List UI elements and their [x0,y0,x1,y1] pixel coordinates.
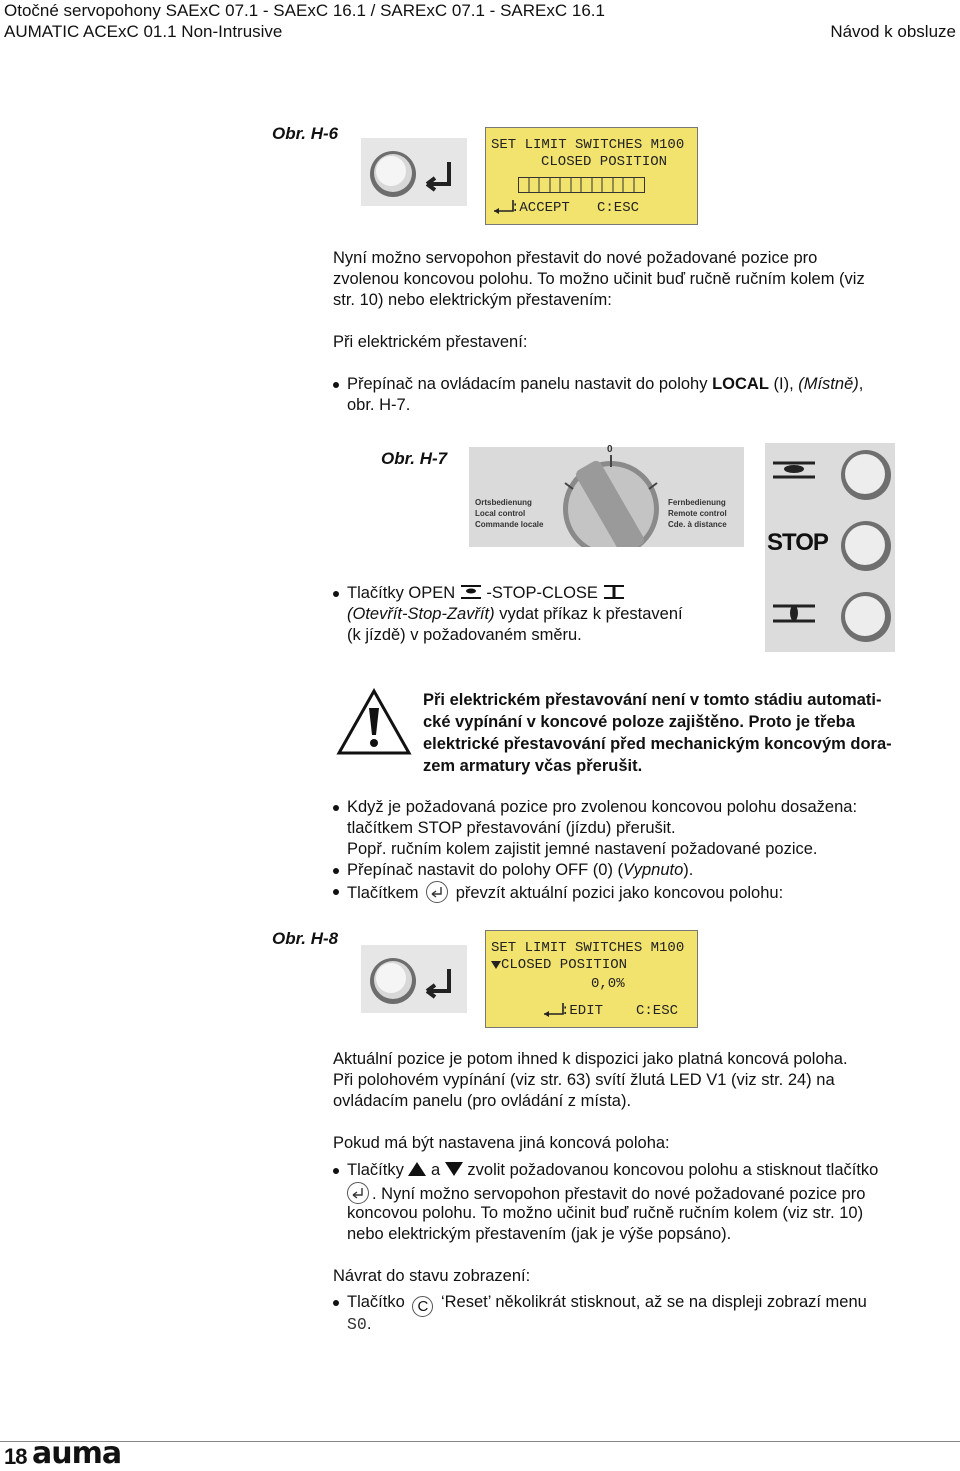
bullet-reset [347,1292,867,1317]
para1-line1: Nyní možno servopohon přestavit do nové požadované pozice pro [333,249,818,267]
dial-zero-mark: 0 [607,444,613,455]
selector-switch-panel [469,444,744,547]
lcd-h8-esc: C:ESC [636,1003,679,1019]
para5: Návrat do stavu zobrazení: [333,1267,531,1285]
warning-line4: zem armatury včas přerušit. [423,757,643,775]
bullet-buttons-italic: (Otevřít-Stop-Zavřít) [347,605,495,623]
bullet-local-line2: obr. H-7. [347,396,411,414]
bullet-off [347,860,693,882]
c-key-icon: C [412,1296,433,1317]
bullet-off-text: Přepínač nastavit do polohy OFF (0) ( [347,861,624,879]
stop-label: STOP [767,529,828,556]
lcd-h8-line2: CLOSED POSITION [501,957,628,973]
lcd-h8-edit: :EDIT [561,1003,604,1019]
enter-knob-image-h8 [361,945,467,1013]
down-arrow-icon [445,1162,463,1176]
bullet-stop-line2: tlačítkem STOP přestavování (jízdu) přerušit. [347,819,676,837]
header-title-line1: Otočné servopohony SAExC 07.1 - SAExC 16.1 / SARExC 07.1 - SARExC 16.1 [4,1,605,20]
bullet-other-line4: nebo elektrickým přestavením (jak je výše popsáno). [347,1225,732,1243]
bullet-other-line3: koncovou polohu. To možno učinit buď ručně ručním kolem (viz str. 10) [347,1204,864,1222]
remote-label-de: Fernbedienung [668,498,726,507]
enter-key-icon [426,881,448,903]
bullet-other-line2 [347,1182,865,1206]
bullet-reset-end: . [366,1315,372,1333]
bullet-other-and: a [431,1161,441,1179]
bullet-local-text: Přepínač na ovládacím panelu nastavit do polohy [347,375,713,393]
footer-divider [0,1441,960,1442]
bullet-local-post: , [858,375,864,393]
bullet-local-mid: (I), [768,375,799,393]
enter-button-panel [361,138,467,206]
para1-line2: zvolenou koncovou polohu. To možno učinit buď ručně ručním kolem (viz [333,270,865,288]
lcd-h6-accept: :ACCEPT [511,200,570,216]
lcd-h8-value: 0,0% [591,976,625,992]
menu-s0: S0 [347,1315,367,1334]
lcd-h6-line1: SET LIMIT SWITCHES M100 [491,137,685,153]
enter-button-panel-h8 [361,945,467,1013]
bullet-other [347,1160,878,1182]
lcd-display-h8 [485,930,698,1028]
figure-label-h6: Obr. H-6 [272,124,339,143]
bullet-other-post: zvolit požadovanou koncovou polohu a stisknout tlačítko [467,1161,879,1179]
page-number: 18 [4,1444,27,1469]
warning-line2: cké vypínání v koncové poloze zajištěno. Proto je třeba [423,713,855,731]
bullet-other-text: Tlačítky [347,1161,404,1179]
remote-control-label [668,497,727,530]
bullet-local-italic: (Místně) [798,375,859,393]
enter-knob-image [361,138,467,206]
header-title-line2: AUMATIC ACExC 01.1 Non-Intrusive [4,22,283,41]
bullet-reset-text: Tlačítko [347,1293,405,1311]
local-label-fr: Commande locale [475,520,544,529]
close-symbol-icon [603,584,625,600]
para4: Pokud má být nastavena jiná koncová poloha: [333,1134,670,1152]
para3-line2: Při polohovém vypínání (viz str. 63) svítí žlutá LED V1 (viz str. 24) na [333,1071,835,1089]
para2: Při elektrickém přestavení: [333,333,528,351]
warning-line3: elektrické přestavování před mechanickým koncovým dora- [423,735,892,753]
warning-triangle-icon [336,688,412,756]
figure-label-h8: Obr. H-8 [272,929,339,948]
local-label-en: Local control [475,509,526,518]
para1-line3: str. 10) nebo elektrickým přestavením: [333,291,612,309]
bullet-stop-line3: Popř. ručním kolem zajistit jemné nastavení požadované pozice. [347,840,818,858]
bullet-reset-post: ‘Reset’ několikrát stisknout, až se na displeji zobrazí menu [440,1293,867,1311]
bullet-other-line2-text: . Nyní možno servopohon přestavit do nové požadované pozice pro [372,1185,866,1203]
header-manual-type: Návod k obsluze [830,22,956,41]
bullet-buttons-mid: -STOP-CLOSE [481,584,603,602]
enter-key-icon-2 [347,1182,369,1204]
bullet-off-post: ). [683,861,694,879]
warning-line1: Při elektrickém přestavování není v tomto stádiu automati- [423,691,882,709]
lcd-h6-progress-bar [518,177,645,193]
bullet-accept [347,881,783,905]
local-control-label [475,497,543,530]
local-keyword: LOCAL [712,375,769,393]
lcd-h6-esc: C:ESC [597,200,640,216]
para3-line1: Aktuální pozice je potom ihned k dispozici jako platná koncová poloha. [333,1050,848,1068]
lcd-display-h6 [485,127,698,225]
figure-label-h7: Obr. H-7 [381,449,448,468]
bullet-buttons-line2-post: vydat příkaz k přestavení [494,605,683,623]
open-symbol-icon [460,584,482,600]
lcd-h6-line2: CLOSED POSITION [541,154,668,170]
bullet-buttons-line3: (k jízdě) v požadovaném směru. [347,626,582,644]
remote-label-en: Remote control [668,509,727,518]
bullet-buttons [347,583,625,605]
down-triangle-icon [491,961,501,969]
bullet-buttons-text: Tlačítky OPEN [347,584,460,602]
bullet-local [347,374,863,396]
local-label-de: Ortsbedienung [475,498,532,507]
bullet-accept-post: převzít aktuální pozici jako koncovou polohu: [455,884,784,902]
para3-line3: ovládacím panelu (pro ovládání z místa). [333,1092,632,1110]
bullet-off-italic: Vypnuto [623,861,684,879]
up-arrow-icon [408,1162,426,1176]
push-buttons-panel [765,443,895,652]
bullet-accept-text: Tlačítkem [347,884,419,902]
bullet-stop-line1: Když je požadovaná pozice pro zvolenou koncovou polohu dosažena: [347,797,857,819]
bullet-reset-line2 [347,1314,371,1336]
auma-logo: auma [32,1436,122,1471]
remote-label-fr: Cde. à distance [668,520,727,529]
bullet-buttons-line2 [347,604,683,626]
lcd-h8-line1: SET LIMIT SWITCHES M100 [491,940,685,956]
